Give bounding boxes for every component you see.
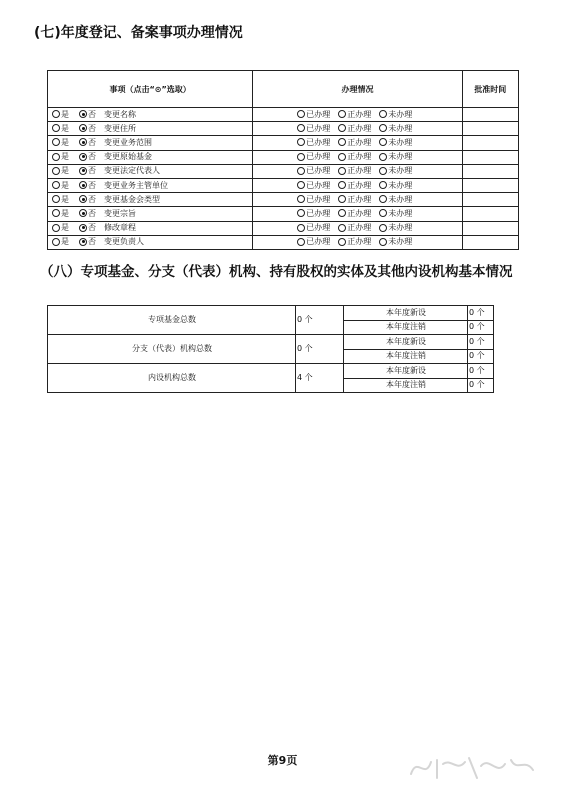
status-radio[interactable] (379, 138, 387, 146)
section-7-title: (七)年度登记、备案事项办理情况 (34, 25, 243, 41)
page-number: 第9页 (267, 754, 298, 767)
no-radio[interactable] (79, 238, 87, 246)
status-radio[interactable] (297, 124, 305, 132)
no-radio[interactable] (79, 181, 87, 189)
no-label: 否 (88, 208, 96, 218)
institution-label: 专项基金总数 (48, 306, 296, 335)
item-cell (48, 207, 253, 221)
no-radio[interactable] (79, 209, 87, 217)
status-cell (253, 150, 462, 164)
registration-row (48, 150, 519, 164)
status-radio[interactable] (379, 209, 387, 217)
item-cell (48, 193, 253, 207)
yes-label: 是 (61, 237, 69, 247)
item-cell (48, 150, 253, 164)
item-cell (48, 178, 253, 192)
status-cell (253, 164, 462, 178)
status-cell (253, 193, 462, 207)
no-label: 否 (88, 237, 96, 247)
item-name: 变更住所 (104, 123, 136, 133)
cancel-value[interactable]: 0 个 (468, 349, 494, 364)
status-label: 未办理 (388, 208, 413, 218)
approval-cell[interactable] (462, 193, 518, 207)
yes-label: 是 (61, 166, 69, 176)
approval-cell[interactable] (462, 108, 518, 122)
yes-label: 是 (61, 123, 69, 133)
yes-label: 是 (61, 223, 69, 233)
status-radio[interactable] (297, 138, 305, 146)
yes-radio[interactable] (52, 110, 60, 118)
item-cell (48, 108, 253, 122)
registration-row (48, 122, 519, 136)
status-radio[interactable] (338, 209, 346, 217)
institution-total[interactable]: 0 个 (296, 335, 344, 364)
header-item: 事项（点击“⊙”选取） (48, 71, 253, 108)
approval-cell[interactable] (462, 221, 518, 235)
new-value[interactable]: 0 个 (468, 364, 494, 379)
yes-label: 是 (61, 208, 69, 218)
item-cell (48, 136, 253, 150)
cancel-label: 本年度注销 (344, 349, 468, 364)
approval-cell[interactable] (462, 178, 518, 192)
status-label: 正办理 (347, 223, 372, 233)
status-label: 未办理 (388, 123, 413, 133)
yes-radio[interactable] (52, 195, 60, 203)
status-label: 正办理 (347, 137, 372, 147)
approval-cell[interactable] (462, 207, 518, 221)
cancel-label: 本年度注销 (344, 320, 468, 335)
item-cell (48, 235, 253, 249)
status-radio[interactable] (338, 153, 346, 161)
no-radio[interactable] (79, 167, 87, 175)
no-label: 否 (88, 109, 96, 119)
status-radio[interactable] (338, 224, 346, 232)
yes-radio[interactable] (52, 181, 60, 189)
yes-radio[interactable] (52, 209, 60, 217)
no-label: 否 (88, 137, 96, 147)
item-name: 变更原始基金 (104, 152, 152, 162)
no-label: 否 (88, 194, 96, 204)
status-label: 已办理 (306, 123, 331, 133)
yes-label: 是 (61, 137, 69, 147)
status-radio[interactable] (338, 181, 346, 189)
status-cell (253, 221, 462, 235)
status-radio[interactable] (338, 238, 346, 246)
status-label: 未办理 (388, 180, 413, 190)
status-label: 已办理 (306, 208, 331, 218)
status-label: 已办理 (306, 152, 331, 162)
cancel-value[interactable]: 0 个 (468, 320, 494, 335)
item-cell (48, 221, 253, 235)
yes-label: 是 (61, 152, 69, 162)
status-label: 已办理 (306, 237, 331, 247)
status-cell (253, 178, 462, 192)
status-label: 正办理 (347, 109, 372, 119)
header-status: 办理情况 (253, 71, 462, 108)
status-label: 正办理 (347, 180, 372, 190)
no-radio[interactable] (79, 124, 87, 132)
item-cell (48, 122, 253, 136)
header-approval: 批准时间 (462, 71, 518, 108)
status-radio[interactable] (297, 195, 305, 203)
item-name: 变更业务主管单位 (104, 180, 168, 190)
institution-total[interactable]: 0 个 (296, 306, 344, 335)
no-radio[interactable] (79, 138, 87, 146)
item-name: 变更负责人 (104, 237, 144, 247)
item-name: 变更法定代表人 (104, 166, 160, 176)
cancel-value[interactable]: 0 个 (468, 378, 494, 393)
yes-radio[interactable] (52, 238, 60, 246)
yes-radio[interactable] (52, 153, 60, 161)
status-label: 未办理 (388, 194, 413, 204)
yes-radio[interactable] (52, 224, 60, 232)
status-radio[interactable] (297, 238, 305, 246)
institution-total[interactable]: 4 个 (296, 364, 344, 393)
status-radio[interactable] (338, 124, 346, 132)
status-radio[interactable] (379, 153, 387, 161)
status-cell (253, 136, 462, 150)
item-name: 变更宗旨 (104, 208, 136, 218)
new-label: 本年度新设 (344, 364, 468, 379)
status-radio[interactable] (379, 167, 387, 175)
status-label: 已办理 (306, 180, 331, 190)
status-radio[interactable] (338, 195, 346, 203)
status-radio[interactable] (379, 238, 387, 246)
status-radio[interactable] (379, 124, 387, 132)
cancel-label: 本年度注销 (344, 378, 468, 393)
status-radio[interactable] (338, 138, 346, 146)
status-label: 已办理 (306, 109, 331, 119)
status-label: 未办理 (388, 109, 413, 119)
status-radio[interactable] (338, 167, 346, 175)
institutions-table (47, 305, 494, 393)
status-cell (253, 108, 462, 122)
section-8-title: （八）专项基金、分支（代表）机构、持有股权的实体及其他内设机构基本情况 (40, 264, 513, 280)
institution-row (48, 306, 494, 321)
status-radio[interactable] (379, 224, 387, 232)
no-radio[interactable] (79, 110, 87, 118)
no-label: 否 (88, 180, 96, 190)
status-label: 未办理 (388, 237, 413, 247)
yes-radio[interactable] (52, 138, 60, 146)
status-label: 正办理 (347, 123, 372, 133)
registration-row (48, 108, 519, 122)
status-label: 正办理 (347, 208, 372, 218)
status-label: 正办理 (347, 166, 372, 176)
registration-row (48, 178, 519, 192)
status-label: 未办理 (388, 223, 413, 233)
item-name: 修改章程 (104, 223, 136, 233)
status-label: 正办理 (347, 152, 372, 162)
registration-items-table (47, 70, 519, 250)
new-label: 本年度新设 (344, 306, 468, 321)
item-name: 变更名称 (104, 109, 136, 119)
status-radio[interactable] (297, 181, 305, 189)
watermark-logo (407, 752, 543, 782)
item-cell (48, 164, 253, 178)
yes-radio[interactable] (52, 124, 60, 132)
item-name: 变更基金会类型 (104, 194, 160, 204)
status-radio[interactable] (379, 181, 387, 189)
registration-row (48, 136, 519, 150)
status-radio[interactable] (297, 209, 305, 217)
new-value[interactable]: 0 个 (468, 335, 494, 350)
yes-label: 是 (61, 109, 69, 119)
approval-cell[interactable] (462, 150, 518, 164)
status-cell (253, 122, 462, 136)
status-label: 已办理 (306, 194, 331, 204)
no-label: 否 (88, 152, 96, 162)
registration-row (48, 235, 519, 249)
status-radio[interactable] (297, 167, 305, 175)
status-label: 未办理 (388, 152, 413, 162)
status-label: 已办理 (306, 137, 331, 147)
institution-row (48, 364, 494, 379)
approval-cell[interactable] (462, 136, 518, 150)
institution-row (48, 335, 494, 350)
status-radio[interactable] (297, 224, 305, 232)
approval-cell[interactable] (462, 235, 518, 249)
no-radio[interactable] (79, 224, 87, 232)
yes-label: 是 (61, 180, 69, 190)
no-label: 否 (88, 166, 96, 176)
status-radio[interactable] (297, 110, 305, 118)
status-label: 未办理 (388, 137, 413, 147)
status-cell (253, 207, 462, 221)
status-cell (253, 235, 462, 249)
no-label: 否 (88, 123, 96, 133)
no-radio[interactable] (79, 153, 87, 161)
status-label: 未办理 (388, 166, 413, 176)
new-label: 本年度新设 (344, 335, 468, 350)
status-label: 已办理 (306, 166, 331, 176)
status-radio[interactable] (379, 195, 387, 203)
approval-cell[interactable] (462, 122, 518, 136)
item-name: 变更业务范围 (104, 137, 152, 147)
status-label: 正办理 (347, 237, 372, 247)
approval-cell[interactable] (462, 164, 518, 178)
no-radio[interactable] (79, 195, 87, 203)
yes-radio[interactable] (52, 167, 60, 175)
status-radio[interactable] (379, 110, 387, 118)
registration-row (48, 193, 519, 207)
status-radio[interactable] (338, 110, 346, 118)
registration-row (48, 207, 519, 221)
registration-row (48, 221, 519, 235)
new-value[interactable]: 0 个 (468, 306, 494, 321)
registration-row (48, 164, 519, 178)
institution-label: 内设机构总数 (48, 364, 296, 393)
status-label: 正办理 (347, 194, 372, 204)
institution-label: 分支（代表）机构总数 (48, 335, 296, 364)
status-label: 已办理 (306, 223, 331, 233)
status-radio[interactable] (297, 153, 305, 161)
yes-label: 是 (61, 194, 69, 204)
no-label: 否 (88, 223, 96, 233)
